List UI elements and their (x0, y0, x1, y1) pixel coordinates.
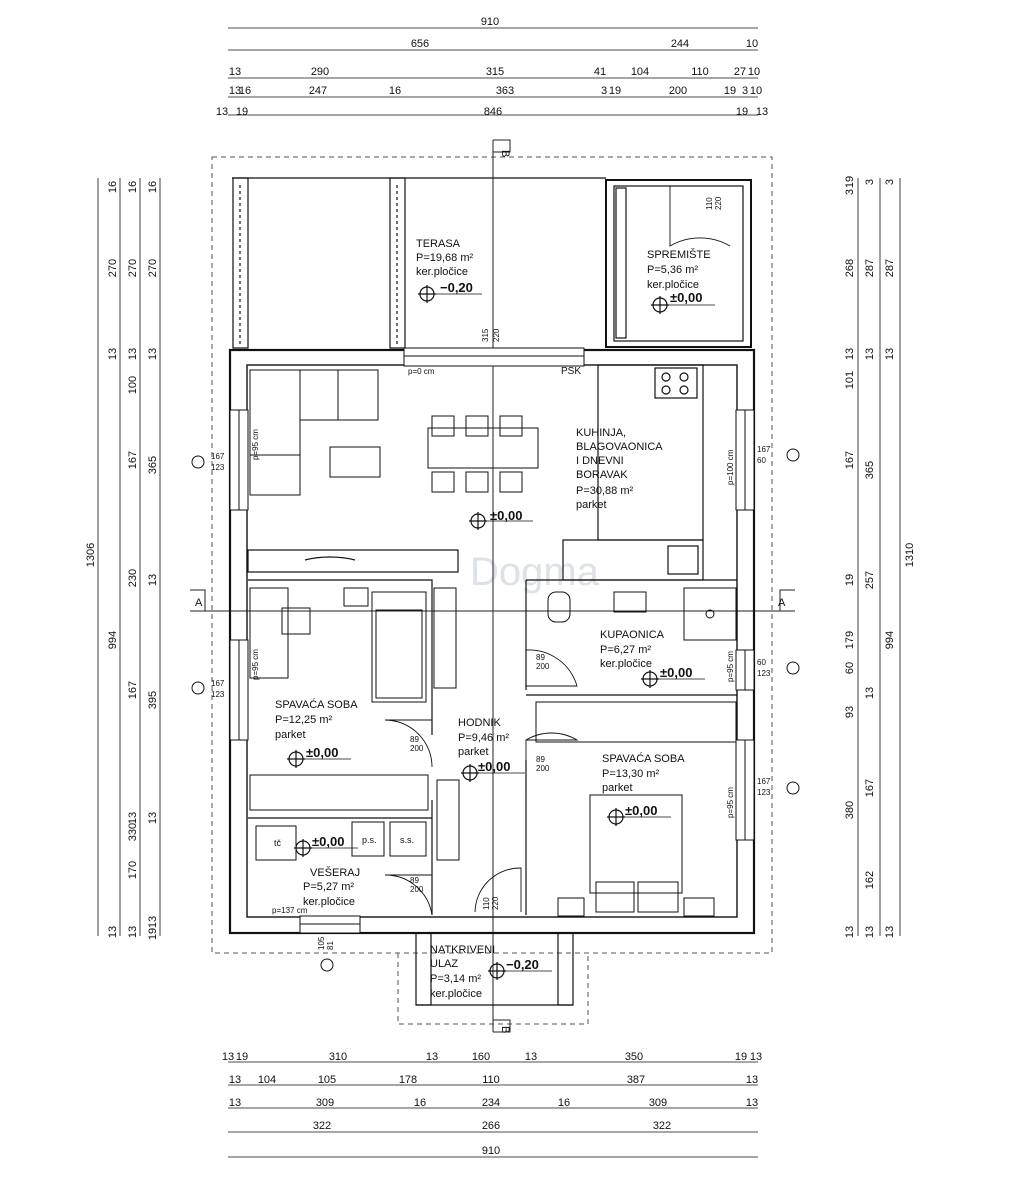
axis-b-bottom: B (499, 1026, 511, 1034)
svg-text:123: 123 (757, 669, 771, 678)
svg-text:123: 123 (211, 690, 225, 699)
svg-text:P=19,68 m²: P=19,68 m² (416, 252, 474, 264)
svg-text:parket: parket (576, 499, 607, 511)
svg-text:365: 365 (864, 460, 876, 480)
svg-text:179: 179 (844, 630, 856, 650)
svg-text:178: 178 (398, 1074, 418, 1086)
svg-text:110: 110 (705, 197, 714, 210)
svg-text:13: 13 (147, 573, 159, 587)
svg-text:104: 104 (630, 66, 650, 78)
svg-text:244: 244 (670, 38, 690, 50)
svg-text:89: 89 (410, 876, 419, 885)
svg-text:SPAVAĆA SOBA: SPAVAĆA SOBA (602, 753, 685, 765)
svg-text:NATKRIVENI: NATKRIVENI (430, 944, 496, 956)
svg-text:13: 13 (844, 925, 856, 939)
svg-text:13: 13 (524, 1051, 538, 1063)
svg-text:19: 19 (735, 106, 749, 118)
svg-text:60: 60 (844, 661, 856, 675)
svg-text:13: 13 (221, 1051, 235, 1063)
svg-text:13: 13 (425, 1051, 439, 1063)
svg-text:p=0 cm: p=0 cm (408, 367, 435, 376)
dim-text-left (85, 181, 159, 940)
terrace-walls (232, 178, 751, 348)
svg-text:81: 81 (326, 941, 335, 950)
room-terasa (416, 238, 474, 295)
svg-text:p=95 cm: p=95 cm (726, 651, 735, 682)
svg-text:P=9,46 m²: P=9,46 m² (458, 732, 510, 744)
svg-text:365: 365 (147, 455, 159, 475)
svg-text:19: 19 (734, 1051, 748, 1063)
svg-text:19: 19 (844, 175, 856, 189)
svg-text:19: 19 (723, 85, 737, 97)
svg-text:3: 3 (864, 178, 876, 186)
svg-text:13: 13 (228, 85, 242, 97)
svg-text:89: 89 (410, 735, 419, 744)
svg-text:13: 13 (228, 1097, 242, 1109)
svg-text:−0,20: −0,20 (440, 280, 473, 295)
svg-text:167: 167 (757, 445, 771, 454)
svg-text:167: 167 (211, 679, 225, 688)
svg-text:310: 310 (328, 1051, 348, 1063)
svg-text:3: 3 (884, 178, 896, 186)
svg-text:BLAGOVAONICA: BLAGOVAONICA (576, 441, 663, 453)
svg-text:167: 167 (211, 452, 225, 461)
svg-text:1306: 1306 (85, 542, 97, 568)
svg-text:13: 13 (844, 347, 856, 361)
svg-text:287: 287 (884, 258, 896, 278)
svg-text:16: 16 (413, 1097, 427, 1109)
svg-text:290: 290 (310, 66, 330, 78)
svg-text:10: 10 (749, 85, 763, 97)
room-spavaca-soba-2 (602, 752, 685, 818)
svg-text:994: 994 (107, 630, 119, 650)
svg-text:13: 13 (127, 347, 139, 361)
svg-text:I DNEVNI: I DNEVNI (576, 455, 624, 467)
svg-text:16: 16 (147, 180, 159, 194)
axis-a-left: A (195, 597, 203, 609)
svg-text:270: 270 (127, 258, 139, 278)
svg-text:3: 3 (600, 85, 608, 97)
svg-text:SPREMIŠTE: SPREMIŠTE (647, 249, 711, 261)
svg-text:309: 309 (648, 1097, 668, 1109)
svg-text:309: 309 (315, 1097, 335, 1109)
svg-text:220: 220 (491, 896, 500, 910)
svg-text:±0,00: ±0,00 (490, 508, 523, 523)
svg-text:100: 100 (127, 375, 139, 395)
svg-text:P=12,25 m²: P=12,25 m² (275, 714, 333, 726)
svg-text:89: 89 (536, 653, 545, 662)
svg-text:19: 19 (844, 573, 856, 587)
svg-text:16: 16 (388, 85, 402, 97)
svg-text:266: 266 (481, 1120, 501, 1132)
svg-text:257: 257 (864, 570, 876, 590)
svg-text:p=95 cm: p=95 cm (251, 649, 260, 680)
svg-text:41: 41 (593, 66, 607, 78)
svg-text:268: 268 (844, 258, 856, 278)
svg-text:104: 104 (257, 1074, 277, 1086)
windows (230, 348, 754, 933)
svg-text:13: 13 (215, 106, 229, 118)
svg-text:60: 60 (757, 658, 766, 667)
svg-text:101: 101 (844, 370, 856, 390)
svg-text:363: 363 (495, 85, 515, 97)
svg-text:13: 13 (228, 66, 242, 78)
svg-text:200: 200 (668, 85, 688, 97)
svg-text:89: 89 (536, 755, 545, 764)
svg-text:parket: parket (275, 729, 306, 741)
svg-text:60: 60 (757, 456, 766, 465)
svg-text:19: 19 (608, 85, 622, 97)
room-spavaca-soba-1 (275, 698, 358, 760)
svg-text:315: 315 (481, 328, 490, 342)
svg-text:200: 200 (410, 885, 424, 894)
svg-text:910: 910 (480, 16, 500, 28)
svg-text:P=5,36 m²: P=5,36 m² (647, 264, 699, 276)
svg-text:13: 13 (864, 686, 876, 700)
svg-text:13: 13 (745, 1074, 759, 1086)
svg-text:1310: 1310 (904, 542, 916, 568)
svg-text:13: 13 (884, 925, 896, 939)
svg-text:ker.pločice: ker.pločice (416, 266, 468, 278)
svg-text:P=5,27 m²: P=5,27 m² (303, 881, 355, 893)
svg-text:234: 234 (481, 1097, 501, 1109)
svg-text:200: 200 (410, 744, 424, 753)
svg-text:910: 910 (481, 1145, 501, 1157)
svg-text:16: 16 (238, 85, 252, 97)
svg-text:3: 3 (844, 188, 856, 196)
svg-text:10: 10 (745, 38, 759, 50)
svg-text:tč: tč (274, 838, 282, 848)
svg-text:123: 123 (757, 788, 771, 797)
svg-text:200: 200 (536, 764, 550, 773)
svg-text:105: 105 (317, 1074, 337, 1086)
svg-text:P=3,14 m²: P=3,14 m² (430, 973, 482, 985)
svg-text:KUPAONICA: KUPAONICA (600, 629, 664, 641)
axis-a-right: A (778, 597, 786, 609)
svg-text:13: 13 (745, 1097, 759, 1109)
svg-text:380: 380 (844, 800, 856, 820)
svg-text:167: 167 (864, 778, 876, 798)
svg-text:387: 387 (626, 1074, 646, 1086)
room-natkriveni-ulaz (430, 944, 539, 1000)
watermark: Dogma (470, 550, 599, 594)
svg-text:13: 13 (147, 915, 159, 929)
svg-text:322: 322 (652, 1120, 672, 1132)
svg-text:13: 13 (127, 811, 139, 825)
svg-text:P=6,27 m²: P=6,27 m² (600, 644, 652, 656)
svg-text:±0,00: ±0,00 (312, 834, 345, 849)
svg-text:167: 167 (844, 450, 856, 470)
svg-text:parket: parket (602, 782, 633, 794)
svg-text:247: 247 (308, 85, 328, 97)
svg-text:13: 13 (228, 1074, 242, 1086)
svg-text:93: 93 (844, 705, 856, 719)
svg-text:13: 13 (864, 925, 876, 939)
living-furniture (250, 370, 538, 495)
svg-text:13: 13 (755, 106, 769, 118)
svg-text:110: 110 (691, 66, 709, 78)
dim-text-top (216, 16, 768, 118)
svg-text:270: 270 (147, 258, 159, 278)
svg-text:SPAVAĆA SOBA: SPAVAĆA SOBA (275, 699, 358, 711)
svg-text:p=95 cm: p=95 cm (251, 429, 260, 460)
room-spremiste (647, 248, 711, 305)
svg-text:200: 200 (536, 662, 550, 671)
axis-b-top: B (499, 150, 511, 158)
svg-text:p=100 cm: p=100 cm (726, 449, 735, 485)
svg-text:270: 270 (107, 258, 119, 278)
svg-text:±0,00: ±0,00 (660, 665, 693, 680)
svg-text:TERASA: TERASA (416, 238, 461, 250)
svg-text:ker.pločice: ker.pločice (647, 279, 699, 291)
svg-text:10: 10 (747, 66, 761, 78)
svg-text:19: 19 (235, 106, 249, 118)
svg-text:13: 13 (127, 925, 139, 939)
svg-text:13: 13 (147, 811, 159, 825)
svg-text:19: 19 (235, 1051, 249, 1063)
svg-text:±0,00: ±0,00 (670, 290, 703, 305)
svg-text:ULAZ: ULAZ (430, 958, 459, 970)
svg-text:110: 110 (482, 1074, 500, 1086)
room-kupaonica (600, 629, 692, 680)
svg-text:220: 220 (492, 328, 501, 342)
svg-text:p.s.: p.s. (362, 835, 377, 845)
svg-text:167: 167 (127, 450, 139, 470)
svg-text:167: 167 (757, 777, 771, 786)
svg-text:167: 167 (127, 680, 139, 700)
svg-text:170: 170 (127, 860, 139, 880)
svg-text:16: 16 (557, 1097, 571, 1109)
svg-text:13: 13 (107, 925, 119, 939)
outer-walls (230, 350, 754, 933)
svg-text:322: 322 (312, 1120, 332, 1132)
svg-text:656: 656 (410, 38, 430, 50)
svg-text:105: 105 (317, 936, 326, 950)
svg-text:KUHINJA,: KUHINJA, (576, 427, 627, 439)
svg-text:p=137 cm: p=137 cm (272, 906, 308, 915)
svg-text:315: 315 (485, 66, 505, 78)
svg-text:−0,20: −0,20 (506, 957, 539, 972)
svg-text:s.s.: s.s. (400, 835, 415, 845)
svg-text:13: 13 (147, 347, 159, 361)
svg-text:16: 16 (107, 180, 119, 194)
svg-text:ker.pločice: ker.pločice (430, 988, 482, 1000)
svg-text:13: 13 (749, 1051, 763, 1063)
svg-text:ker.pločice: ker.pločice (303, 896, 355, 908)
svg-text:19: 19 (147, 927, 159, 941)
svg-text:994: 994 (884, 630, 896, 650)
svg-text:HODNIK: HODNIK (458, 717, 501, 729)
svg-text:P=13,30 m²: P=13,30 m² (602, 768, 660, 780)
svg-text:3: 3 (741, 85, 749, 97)
svg-text:350: 350 (624, 1051, 644, 1063)
svg-text:BORAVAK: BORAVAK (576, 469, 628, 481)
svg-text:13: 13 (864, 347, 876, 361)
svg-text:110: 110 (482, 897, 491, 910)
dim-text-bottom (222, 1051, 762, 1157)
svg-text:PSK: PSK (561, 366, 582, 377)
svg-text:parket: parket (458, 746, 489, 758)
svg-text:13: 13 (884, 347, 896, 361)
svg-text:p=95 cm: p=95 cm (726, 787, 735, 818)
svg-text:ker.pločice: ker.pločice (600, 658, 652, 670)
room-hodnik (458, 717, 510, 774)
room-kuhinja (490, 427, 663, 523)
svg-text:287: 287 (864, 258, 876, 278)
svg-text:846: 846 (483, 106, 503, 118)
svg-text:123: 123 (211, 463, 225, 472)
svg-text:16: 16 (127, 180, 139, 194)
svg-text:330: 330 (127, 822, 139, 842)
svg-text:162: 162 (864, 870, 876, 890)
svg-text:27: 27 (733, 66, 747, 78)
svg-text:VEŠERAJ: VEŠERAJ (310, 867, 361, 879)
svg-text:±0,00: ±0,00 (625, 803, 658, 818)
svg-text:395: 395 (147, 690, 159, 710)
svg-text:±0,00: ±0,00 (478, 759, 511, 774)
svg-text:230: 230 (127, 568, 139, 588)
svg-text:13: 13 (107, 347, 119, 361)
svg-text:160: 160 (471, 1051, 491, 1063)
svg-text:P=30,88 m²: P=30,88 m² (576, 485, 634, 497)
svg-text:±0,00: ±0,00 (306, 745, 339, 760)
svg-text:220: 220 (714, 196, 723, 210)
